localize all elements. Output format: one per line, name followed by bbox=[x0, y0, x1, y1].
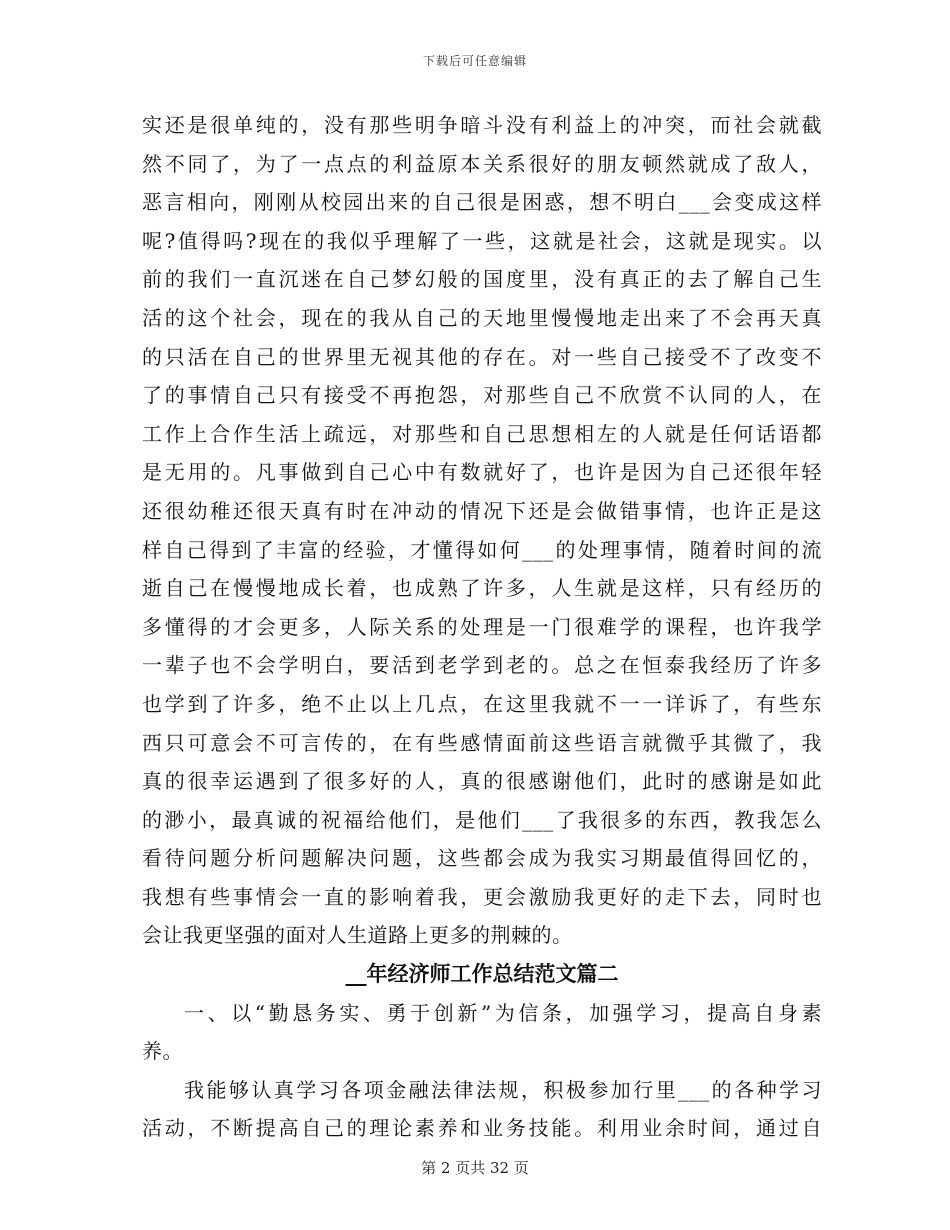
body-line: 了的事情自己只有接受不再抱怨，对那些自己不欣赏不认同的人，在 bbox=[142, 383, 822, 408]
body-line: 呢?值得吗?现在的我似乎理解了一些，这就是社会，这就是现实。以 bbox=[142, 228, 822, 253]
body-line: 的只活在自己的世界里无视其他的存在。对一些自己接受不了改变不 bbox=[142, 344, 822, 369]
page-footer: 第 2 页共 32 页 bbox=[421, 1159, 529, 1177]
section-title: __年经济师工作总结范文篇二 bbox=[345, 961, 619, 987]
body-line: 的渺小，最真诚的祝福给他们，是他们___了我很多的东西，教我怎么 bbox=[142, 807, 822, 832]
body-line: 工作上合作生活上疏远，对那些和自己思想相左的人就是任何话语都 bbox=[142, 421, 822, 446]
body-line: 恶言相向，刚刚从校园出来的自己很是困惑，想不明白___会变成这样 bbox=[142, 190, 822, 215]
body-line: 看待问题分析问题解决问题，这些都会成为我实习期最值得回忆的， bbox=[142, 846, 822, 871]
body-line: 真的很幸运遇到了很多好的人，真的很感谢他们，此时的感谢是如此 bbox=[142, 769, 822, 794]
body-line: 还很幼稚还很天真有时在冲动的情况下还是会做错事情，也许正是这 bbox=[142, 498, 822, 523]
body-line: 会让我更坚强的面对人生道路上更多的荆棘的。 bbox=[142, 923, 573, 948]
body-line: 活的这个社会，现在的我从自己的天地里慢慢地走出来了不会再天真 bbox=[142, 305, 822, 330]
body-line: 西只可意会不可言传的，在有些感情面前这些语言就微乎其微了，我 bbox=[142, 730, 822, 755]
body-line: 逝自己在慢慢地成长着，也成熟了许多，人生就是这样，只有经历的 bbox=[142, 576, 822, 601]
document-body bbox=[142, 106, 822, 1148]
body-line: 多懂得的才会更多，人际关系的处理是一门很难学的课程，也许我学 bbox=[142, 614, 822, 639]
body-line: 也学到了许多，绝不止以上几点，在这里我就不一一详诉了，有些东 bbox=[142, 691, 822, 716]
body-line: 前的我们一直沉迷在自己梦幻般的国度里，没有真正的去了解自己生 bbox=[142, 267, 822, 292]
section-line: 一、以“勤恳务实、勇于创新”为信条，加强学习，提高自身素 bbox=[184, 1000, 822, 1025]
body-line: 一辈子也不会学明白，要活到老学到老的。总之在恒泰我经历了许多 bbox=[142, 653, 822, 678]
body-line: 然不同了，为了一点点的利益原本关系很好的朋友顿然就成了敌人， bbox=[142, 151, 822, 176]
page-header: 下载后可任意编辑 bbox=[422, 54, 527, 68]
section-line: 活动，不断提高自己的理论素养和业务技能。利用业余时间，通过自 bbox=[142, 1116, 822, 1141]
body-line: 样自己得到了丰富的经验，才懂得如何___的处理事情，随着时间的流 bbox=[142, 537, 822, 562]
body-line: 我想有些事情会一直的影响着我，更会激励我更好的走下去，同时也 bbox=[142, 884, 822, 909]
section-line: 养。 bbox=[142, 1039, 183, 1064]
body-line: 是无用的。凡事做到自己心中有数就好了，也许是因为自己还很年轻 bbox=[142, 460, 822, 485]
section-line: 我能够认真学习各项金融法律法规，积极参加行里___的各种学习 bbox=[184, 1077, 822, 1102]
body-line: 实还是很单纯的，没有那些明争暗斗没有利益上的冲突，而社会就截 bbox=[142, 113, 822, 137]
